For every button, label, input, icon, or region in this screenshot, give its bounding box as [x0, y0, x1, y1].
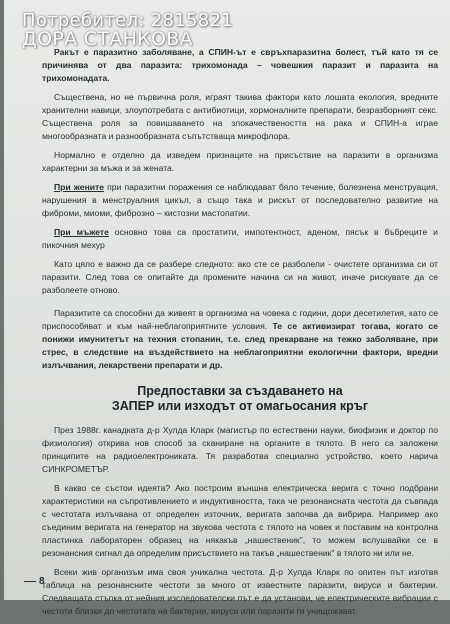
- watermark: [22, 12, 233, 49]
- page-content: [42, 46, 438, 624]
- paragraph-women: [42, 181, 438, 220]
- women-text: при паразитни поражения се наблюдават бяло течение, болезнена менструация, нарушения в менструалния цикъл, а също така и рискът от последователно развитие на фиброми, миоми, фиброзно – кистозни мастопатии.: [42, 182, 438, 218]
- paragraph-idea: В какво се състои идеята? Ако построим външна електрическа верига с точно подбрани характеристики на съпротивлението и индуктивността, така че резонансната честота да съвпада с честотата излъчвана от определен източник, веригата започва да вибрира. Например ако съединим веригата на генератор на звукова честота с тялото на човек и поставим на контролна пластинка лабораторен образец на някакъв „нашественик", то можем вслушвайки се в резонансния сигнал да определим присъствието на такъв „нашественик" в тялото ни или не.: [42, 483, 438, 558]
- parasites-plain: Паразитите са способни да живеят в организма на човека с години, дори десетилетия, като се приспособяват и към най-неблагоприятните условия.: [42, 308, 438, 331]
- paragraph-signs: Нормално е отделно да изведем признаците на присъствие на паразити в организма характерни за мъжа и за жената.: [42, 150, 438, 173]
- watermark-user: Потребител: 2815821: [22, 10, 234, 31]
- heading-line-2: ЗАПЕР или изходът от омагьосания кръг: [111, 399, 369, 413]
- men-text: основно това са простатити, импотентност, аденом, пясък в бъбреците и пикочния мехур: [42, 227, 438, 250]
- parasites-bold: Те се активизират тогава, когато се понижи имунитетът на техния стопанин, т.е. след прекарване на тежко заболяване, при стрес, в следствие на въздействието на неблагоприятни екологични фактори, вредни излъчвания, лекарствени препарати и др.: [42, 321, 438, 370]
- paragraph-men: [42, 226, 438, 252]
- paragraph-organism: Всеки жив организъм има своя уникална честота. Д-р Хулда Кларк по опитен път изготвя таблица на резонансните честоти за много от известните паразити, вируси и бактерии. Следващата стъпка от нейния изследователски път е да установи, че електрическите вибрации с честоти близки до честотата на бактерии, вируси или паразити ги унищожават.: [42, 567, 438, 616]
- paragraph-summary: Като цяло е важно да се разбере следното: ако сте се разболели - очистете организма си от паразити. След това се опитайте да промените начина си на живот, иначе рискувате да се разболеете отново.: [42, 259, 438, 295]
- paragraph-clark: През 1988г. канадката д-р Хулда Кларк (магистър по естествени науки, биофизик и доктор по физиология) открива нов способ за сканиране на органите в тялото. В него са заложени принципите на радиоелектрониката. Тя разработва специално устройство, което нарича СИНКРОМЕТЪР.: [42, 425, 438, 474]
- page-number: 8: [24, 576, 45, 587]
- heading-line-1: Предпоставки за създаването на: [137, 384, 343, 398]
- paragraph-parasites: [42, 307, 438, 372]
- watermark-name: ДОРА СТАНКОВА: [22, 28, 193, 50]
- women-label: При жените: [54, 182, 105, 192]
- paragraph-cancer: Ракът е паразитно заболяване, а СПИН-ът е свръхпаразитна болест, тъй като тя се причинява от два паразита: трихомонада – човешкия паразит и паразита на трихомонадата.: [42, 47, 438, 83]
- paragraph-factors: Съществена, но не първична роля, играят такива фактори като лошата екология, вредните хранителни навици, злоупотребата с антибиотици, хормоналните препарати, безразборният секс. Съществена роля за повишаването на злокачествеността на рака и СПИН-а играе многообразната и разнообразната съпътстваща микрофлора.: [42, 92, 438, 141]
- section-heading: [42, 384, 438, 414]
- document-page: [4, 0, 450, 616]
- men-label: При мъжете: [54, 227, 109, 237]
